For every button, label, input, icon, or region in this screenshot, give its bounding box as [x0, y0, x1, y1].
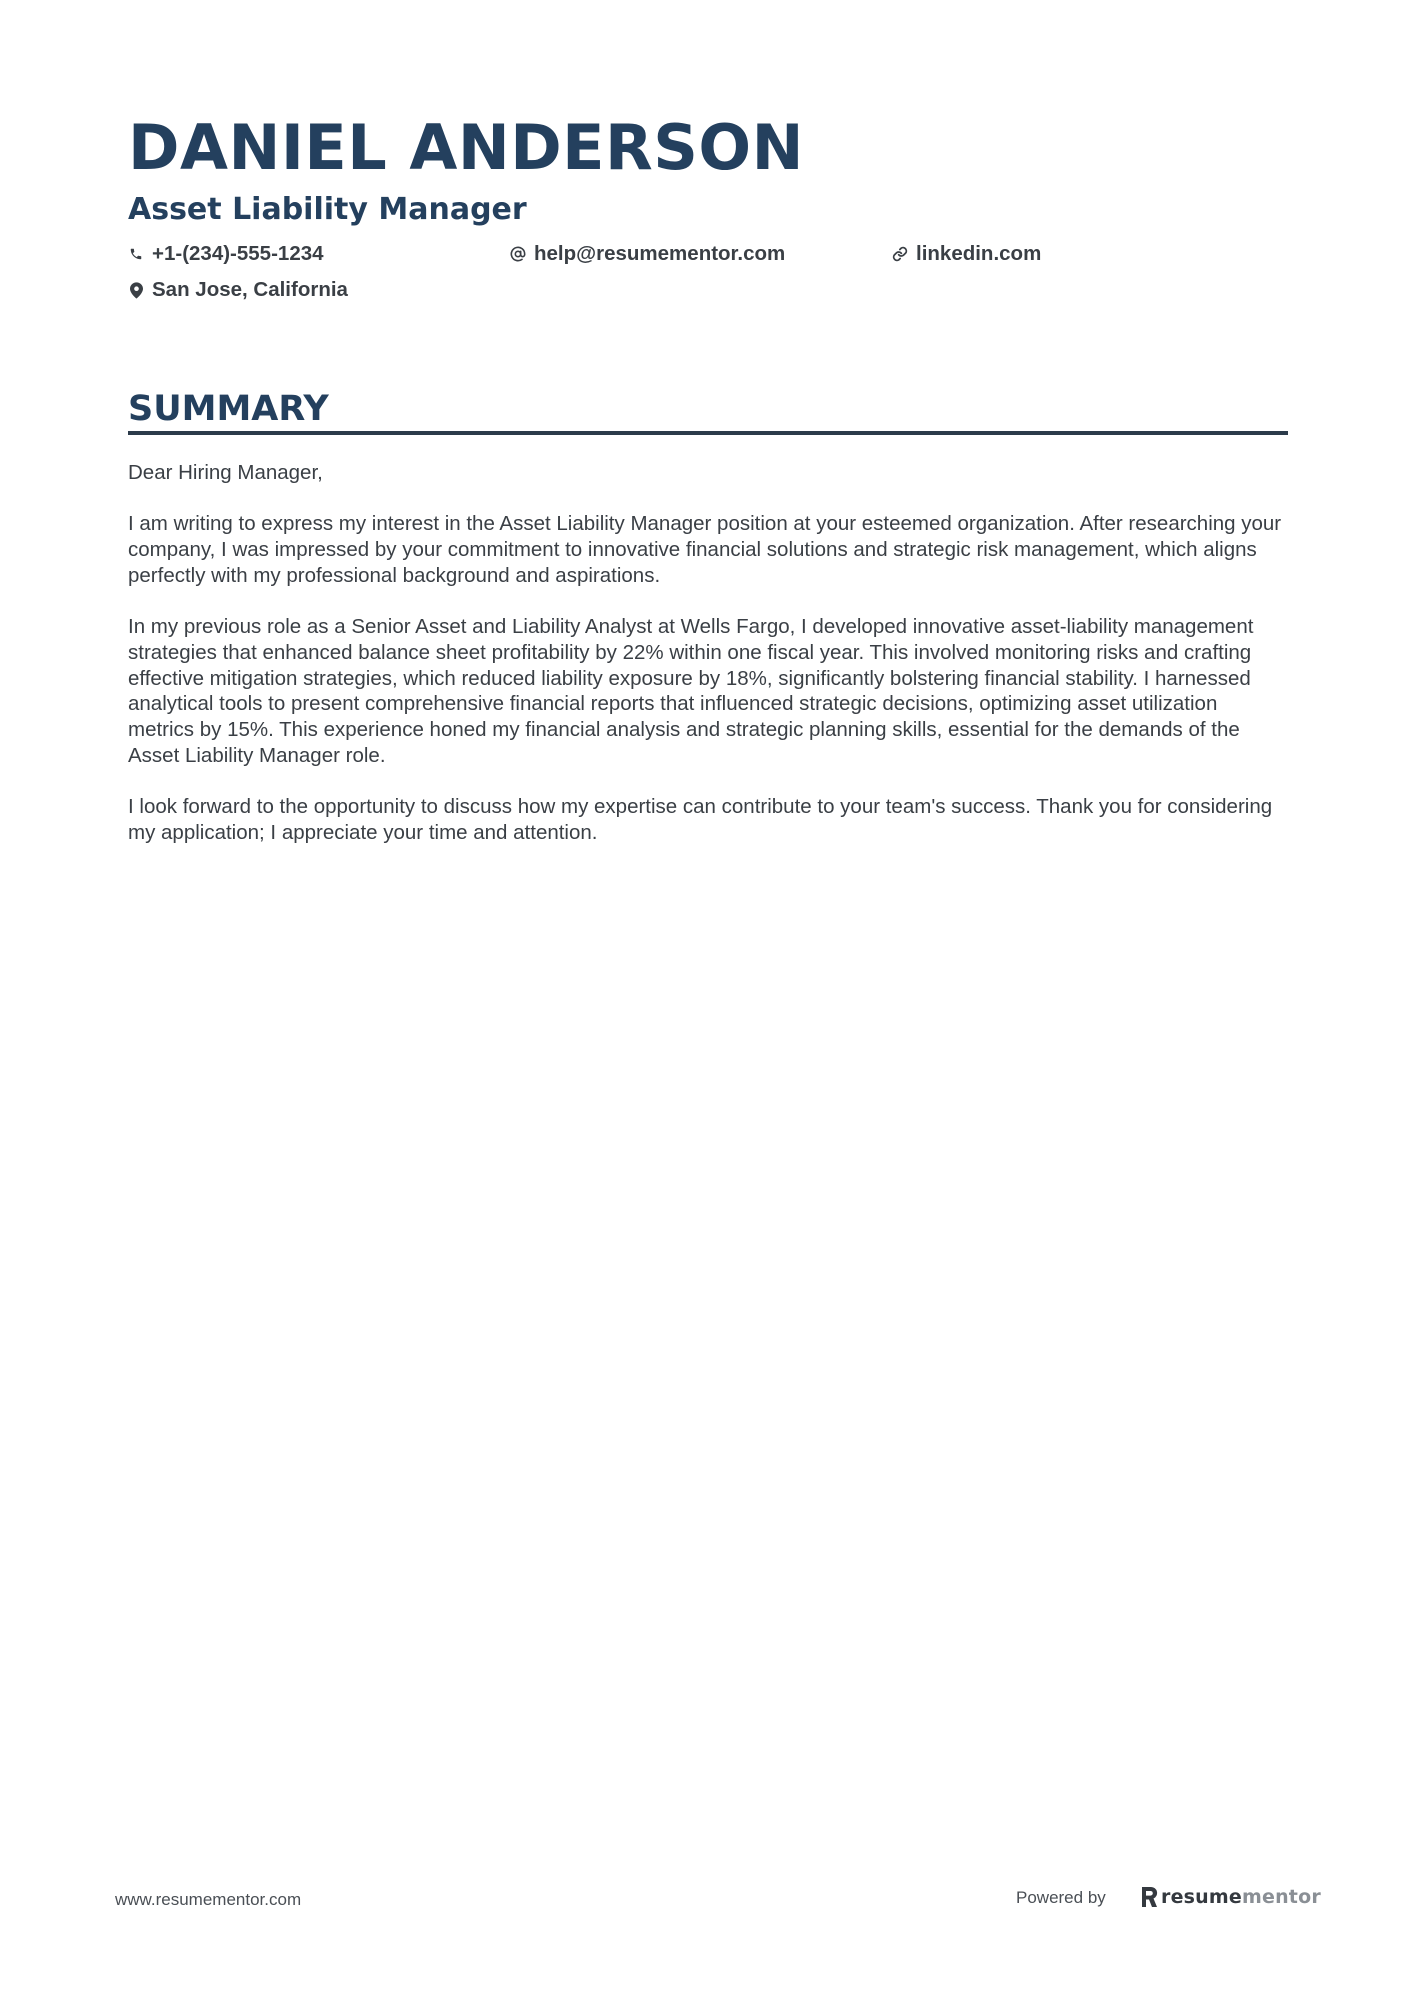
- summary-heading: SUMMARY: [128, 389, 329, 429]
- contact-phone: [128, 239, 324, 269]
- brand-part-resume: resume: [1161, 1886, 1242, 1908]
- at-sign-icon: [510, 245, 526, 263]
- letter-body: [128, 460, 1288, 871]
- email-text: help@resumementor.com: [534, 242, 786, 265]
- location-text: San Jose, California: [152, 278, 348, 301]
- phone-text: +1-(234)-555-1234: [152, 242, 324, 265]
- brand-logo[interactable]: [1140, 1884, 1321, 1910]
- candidate-name: DANIEL ANDERSON: [128, 111, 805, 184]
- letter-paragraph-2: In my previous role as a Senior Asset and Liability Analyst at Wells Fargo, I developed innovative asset-liability management strategies that enhanced balance sheet profitability by 22% within one fiscal year. This involved monitoring risks and crafting effective mitigation strategies, which reduced liability exposure by 18%, significantly bolstering financial stability. I harnessed analytical tools to present comprehensive financial reports that influenced strategic decisions, optimizing asset utilization metrics by 15%. This experience honed my financial analysis and strategic planning skills, essential for the demands of the Asset Liability Manager role.: [128, 615, 1254, 767]
- website-text: linkedin.com: [916, 242, 1042, 265]
- letter-greeting: Dear Hiring Manager,: [128, 461, 323, 484]
- phone-icon: [128, 245, 144, 263]
- resumementor-logo-icon: [1140, 1886, 1158, 1908]
- contact-website: [892, 239, 1041, 269]
- section-divider: [128, 431, 1288, 435]
- letter-paragraph-1: I am writing to express my interest in the Asset Liability Manager position at your esteemed organization. After researching your company, I was impressed by your commitment to innovative financial solutions and strategic risk management, which aligns perfectly with my professional background and aspirations.: [128, 512, 1282, 587]
- letter-paragraph-3: I look forward to the opportunity to discuss how my expertise can contribute to your team's success. Thank you for considering my application; I appreciate your time and attention.: [128, 795, 1273, 844]
- location-pin-icon: [128, 281, 144, 299]
- job-title: Asset Liability Manager: [128, 192, 527, 227]
- contact-email: [510, 239, 785, 269]
- powered-by-label: Powered by: [1016, 1888, 1106, 1907]
- link-icon: [892, 245, 908, 263]
- contact-location: [128, 275, 348, 305]
- brand-wordmark: [1161, 1886, 1321, 1908]
- brand-part-mentor: mentor: [1241, 1886, 1321, 1908]
- footer-url[interactable]: www.resumementor.com: [115, 1890, 302, 1909]
